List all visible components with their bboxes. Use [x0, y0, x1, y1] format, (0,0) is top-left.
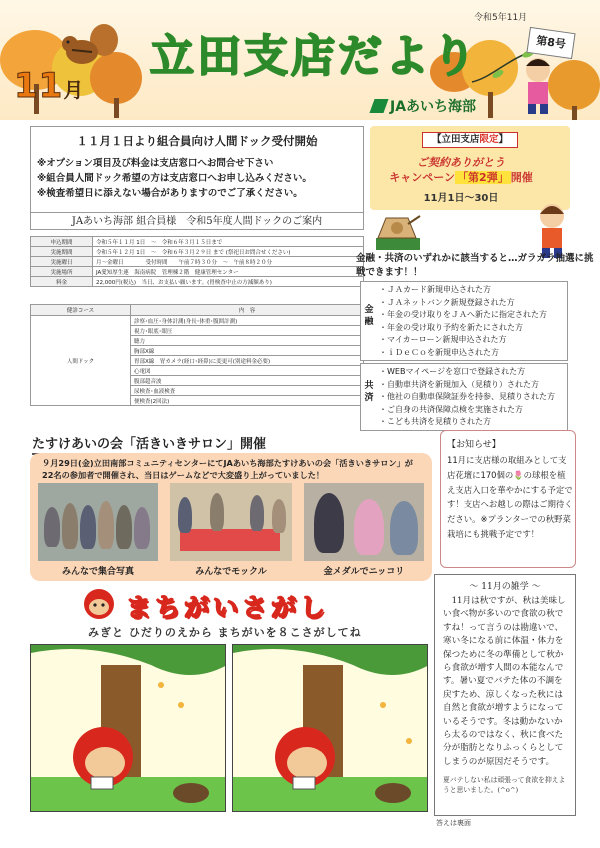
lottery-machine-illustration	[372, 212, 482, 252]
finance-list-box	[360, 281, 568, 361]
girl-mascot	[508, 52, 568, 116]
item-cell: 尿検査･血液検査	[131, 386, 364, 396]
notice-box	[440, 430, 576, 568]
checkup-note: ※オプション項目及び料金は支店窓口へお問合せ下さい	[37, 158, 274, 169]
girl-character	[530, 200, 574, 260]
info-key: 料金	[31, 277, 93, 287]
campaign-tag-branch: 【立田支店	[431, 134, 480, 145]
list-item: ・ マイカーローン新規申込された方	[379, 334, 547, 347]
list-item: ・ 自動車共済を新規加入（見積り）された方	[379, 379, 555, 392]
ja-logo	[372, 96, 476, 116]
spot-difference-title: まちがいさがし	[126, 593, 330, 622]
spot-difference-subtitle: みぎと ひだりのえから まちがいを８こさがしてね	[88, 626, 362, 639]
gold-medal-photo	[304, 483, 424, 561]
person-figure	[314, 493, 344, 553]
answer-note: 答えは裏面	[436, 819, 471, 827]
campaign-period: 11月1日～30日	[423, 193, 499, 204]
info-key: 実施期間	[31, 247, 93, 257]
trivia-box	[434, 574, 576, 816]
ja-mark-icon	[369, 99, 388, 113]
tree-trunk	[114, 98, 119, 118]
list-item: ・ 年金の受け取り予約を新たにされた方	[379, 322, 547, 335]
mascot-face-icon	[82, 586, 116, 620]
table-row	[31, 277, 364, 287]
list-item: ・ こども共済を見積りされた方	[379, 416, 555, 429]
info-value: JA愛知厚生連 海南病院 管理棟２階 健康管理センター	[93, 267, 364, 277]
table-row	[31, 267, 364, 277]
table-header-row	[31, 305, 364, 316]
person-figure	[210, 493, 224, 531]
info-key: 実施曜日	[31, 257, 93, 267]
campaign-l2-highlight: 「第2弾」	[457, 171, 509, 184]
item-cell: 便検査(2回法)	[131, 396, 364, 406]
month-label	[14, 66, 84, 106]
ja-logo-text: JAあいち海部	[390, 99, 477, 115]
checkup-note: ※組合員人間ドック希望の方は支店窓口へお申し込みください。	[37, 173, 312, 184]
salon-box	[30, 453, 432, 581]
person-figure	[116, 505, 132, 549]
person-figure	[134, 507, 150, 549]
info-value: 令和５年１２月 1日 ～ 令和６年３月２９日 まで (祭祀日お問合せください)	[93, 247, 364, 257]
table-row	[31, 237, 364, 247]
campaign-box	[370, 126, 570, 210]
photo-caption: みんなで集合写真	[61, 567, 134, 577]
photo-caption: 金メダルでニッコリ	[323, 567, 405, 577]
guide-title: JAあいち海部 組合員様 令和5年度人間ドックのご案内	[30, 212, 364, 230]
tree-trunk	[572, 106, 577, 120]
trivia-heading: ～ 11月の雑学 ～	[469, 582, 541, 592]
course-name: 人間ドック	[31, 316, 131, 406]
trivia-body: 11月は秋ですが、秋は美味しい食べ物が多いので食欲の秋ですね！って言うのは勘違いで、寒い冬になる前に体温・体力を保つために冬の準備として秋から食欲が増す人間の本能なんです。暑い夏でバテた体の不調を戻すため、涼しくなった秋には自然と食欲が増すようになっているそうです。冬は動かないから太るのではなく、秋に食べた分が脂肪となりふっくらとしてしまうのが原因だそうです。	[443, 596, 566, 767]
newsletter-title: 立田支店だより	[150, 31, 479, 82]
person-figure	[354, 499, 384, 555]
item-cell: 心電図	[131, 366, 364, 376]
tree-trunk	[488, 92, 493, 118]
person-figure	[272, 499, 286, 533]
photo-caption: みんなでモックル	[195, 567, 267, 577]
list-item: ・ WEBマイページを窓口で登録された方	[379, 366, 555, 379]
squirrel-illustration	[58, 22, 122, 68]
month-unit: 月	[63, 78, 85, 102]
checkup-items-table	[30, 304, 364, 406]
list-item: ・ 年金の受け取りをＪＡへ新たに指定された方	[379, 309, 547, 322]
person-figure	[44, 507, 60, 547]
campaign-l2-post: 開催	[510, 171, 533, 184]
campaign-subheadline	[376, 169, 546, 185]
person-figure	[390, 501, 418, 555]
mat	[180, 529, 280, 551]
checkup-note: ※検査希望日に添えない場合がありますのでご了承ください。	[37, 188, 303, 199]
salon-title: たすけあいの会「活きいきサロン」開催	[32, 433, 266, 455]
info-key: 実施場所	[31, 267, 93, 277]
info-value: 月～金曜日 受付時間 午前７時３０分 ～ 午前８時２０分	[93, 257, 364, 267]
checkup-title: １１月１日より組合員向け人間ドック受付開始	[76, 134, 318, 148]
issue-date: 令和5年11月	[474, 13, 528, 23]
campaign-tag-limited: 限定	[479, 134, 499, 145]
list-item: ・ 他社の自動車保険証券を持参、見積りされた方	[379, 391, 555, 404]
forest-scene	[233, 645, 428, 812]
month-number: 11	[14, 66, 64, 106]
info-value: 令和５年１１月 1日 ～ 令和６年３月１５日まで	[93, 237, 364, 247]
content-header: 内 容	[131, 305, 364, 316]
course-header: 健診コース	[31, 305, 131, 316]
list-item: ・ ご自身の共済保障点検を実施された方	[379, 404, 555, 417]
list-item: ・ ｉＤｅＣｏを新規申込された方	[379, 347, 547, 360]
info-key: 申込期間	[31, 237, 93, 247]
notice-body: 11月に支店様の取組みとして支店花壇に170個の🌷の球根を植え支店入口を華やかにする予定です！支店へお越しの際はご期待ください。※プランターでの秋野菜栽培にも挑戦予定です！	[447, 455, 573, 539]
checkup-info-table	[30, 236, 364, 287]
finance-list	[379, 284, 547, 360]
header-banner	[0, 0, 600, 120]
salon-description: ９月29日(金)立田南部コミュニティセンターにてJAあいち海部たすけあいの会「活きいきサロン」が22名の参加者で開催され、当日はゲームなどで大変盛り上がっていました！	[42, 458, 413, 480]
checkup-notice-box	[30, 126, 364, 222]
item-cell: 腹部超音波	[131, 376, 364, 386]
campaign-tag	[422, 132, 518, 148]
person-figure	[62, 503, 78, 549]
finance-label: 金融	[364, 305, 374, 327]
person-figure	[80, 505, 96, 549]
table-row	[31, 316, 364, 326]
table-row	[31, 257, 364, 267]
person-figure	[178, 497, 192, 533]
person-figure	[98, 501, 114, 549]
kyosai-list-box	[360, 363, 568, 431]
kyosai-label: 共済	[364, 381, 374, 403]
campaign-tag-close: 】	[498, 134, 509, 145]
issue-number-badge: 第8号	[526, 27, 575, 59]
checkup-guide	[30, 212, 364, 424]
forest-scene	[31, 645, 226, 812]
notice-heading: 【お知らせ】	[447, 440, 501, 450]
person-figure	[250, 495, 264, 531]
table-row	[31, 247, 364, 257]
item-cell: 診察･血圧･身体計測(身長･体重･腹囲計測)	[131, 316, 364, 326]
trivia-footnote: 夏バテしない私は頑張って食欲を抑えようと思いました。(^o^)	[443, 776, 566, 794]
difference-picture-left	[30, 644, 226, 812]
campaign-l2-pre: キャンペーン	[389, 171, 456, 184]
campaign-headline: ご契約ありがとう	[417, 156, 505, 169]
lottery-description: 金融・共済のいずれかに該当すると…ガラガラ抽選に挑戦できます！！	[356, 253, 594, 278]
group-photo	[38, 483, 158, 561]
item-cell: 聴力	[131, 336, 364, 346]
item-cell: 視力･眼底･眼圧	[131, 326, 364, 336]
item-cell: 胃部X線 胃カメラ(経口･経鼻)に変更可(別途料金必要)	[131, 356, 364, 366]
item-cell: 胸部X線	[131, 346, 364, 356]
mokkuru-photo	[170, 483, 292, 561]
info-value: 22,000円(税込) 当日、お支払い願います。(胃検査中止の方減額あり)	[93, 277, 364, 287]
list-item: ・ ＪＡカード新規申込された方	[379, 284, 547, 297]
kyosai-list	[379, 366, 555, 429]
list-item: ・ ＪＡネットバンク新規登録された方	[379, 297, 547, 310]
difference-picture-right	[232, 644, 428, 812]
